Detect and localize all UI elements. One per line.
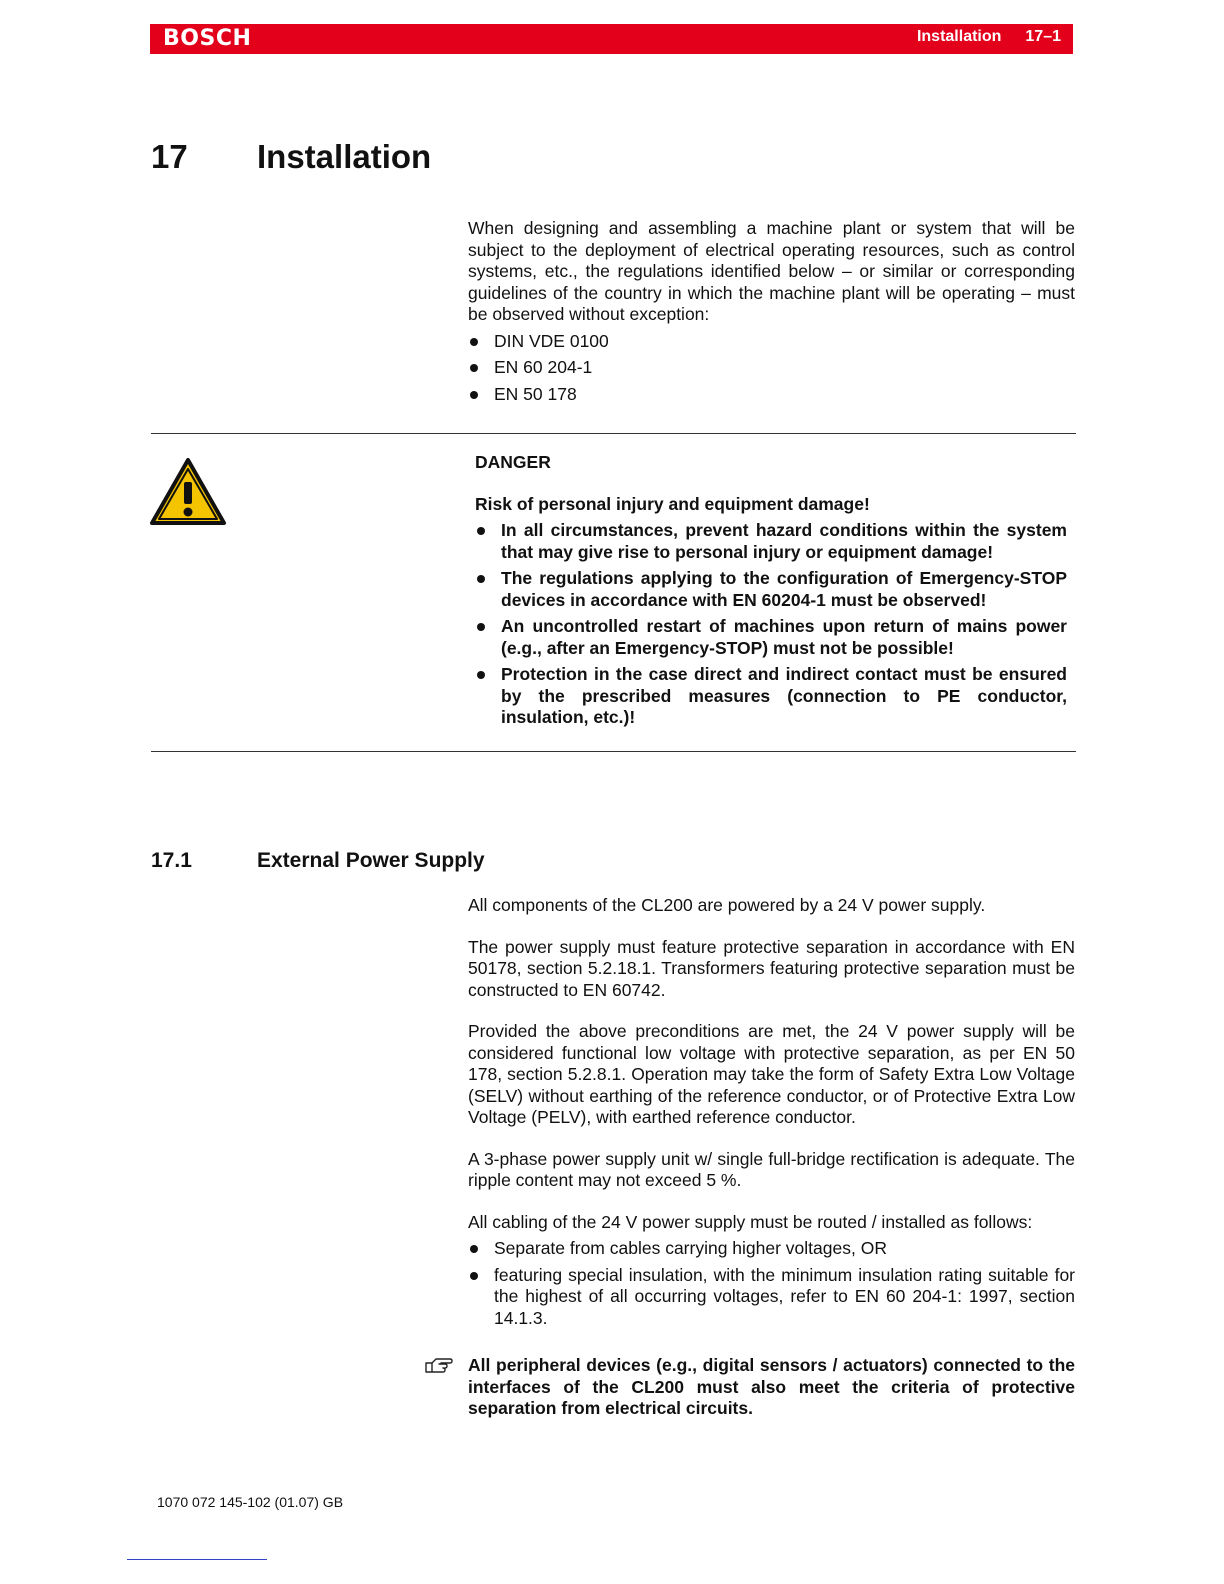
footer-link-underline [127,1559,267,1560]
list-item: featuring special insulation, with the minimum insulation rating suitable for the highest of all occurring voltages, refer to EN 60 204-1: 1997, section 14.1.3. [468,1265,1075,1330]
danger-top-rule [151,433,1076,434]
cabling-list [468,1238,1075,1329]
page-number: 17–1 [1025,28,1061,45]
paragraph: The power supply must feature protective separation in accordance with EN 50178, section 5.2.18.1. Transformers featuring protective separation must be constructed to EN 60742. [468,936,1075,1000]
running-head [917,28,1061,46]
intro-block [468,218,1075,410]
list-item: In all circumstances, prevent hazard conditions within the system that may give rise to personal injury or equipment damage! [475,520,1067,563]
bosch-logo: BOSCH [163,26,252,51]
paragraph: Provided the above preconditions are met, the 24 V power supply will be considered functional low voltage with protective separation, as per EN 50 178, section 5.2.8.1. Operation may take the form of Safety Extra Low Voltage (SELV) without earthing of the reference conductor, or of Protective Extra Low Voltage (PELV), with earthed reference conductor. [468,1021,1075,1127]
list-item: The regulations applying to the configuration of Emergency-STOP devices in accordance with EN 60204-1 must be observed! [475,568,1067,611]
list-item: Protection in the case direct and indirect contact must be ensured by the prescribed measures (connection to PE conductor, insulation, etc.)! [475,664,1067,729]
footer-doc-number: 1070 072 145-102 (01.07) GB [157,1494,344,1510]
section-title: External Power Supply [257,849,485,872]
list-item: EN 50 178 [468,384,1075,406]
running-head-section: Installation [916,28,1002,45]
list-item: EN 60 204-1 [468,357,1075,379]
intro-paragraph: When designing and assembling a machine plant or system that will be subject to the deployment of electrical operating resources, such as control systems, etc., the regulations identified below – or similar or corresponding guidelines of the country in which the machine plant will be operating – must be observed without exception: [468,218,1075,324]
standards-list [468,331,1075,406]
warning-triangle-icon [149,457,227,527]
list-item: An uncontrolled restart of machines upon return of mains power (e.g., after an Emergency-STOP) must not be possible! [475,616,1067,659]
chapter-title: Installation [257,138,432,175]
danger-bottom-rule [151,751,1076,752]
chapter-number: 17 [151,138,188,175]
section-number: 17.1 [151,849,192,872]
list-item: Separate from cables carrying higher voltages, OR [468,1238,1075,1260]
header-bar [150,24,1073,54]
danger-headline: Risk of personal injury and equipment damage! [475,493,870,514]
danger-notice [475,452,1067,734]
pointing-hand-icon [424,1355,454,1375]
danger-label: DANGER [475,452,551,472]
note-text: All peripheral devices (e.g., digital sensors / actuators) connected to the interfaces of the CL200 must also meet the criteria of protective separation from electrical circuits. [468,1355,1075,1418]
paragraph: All components of the CL200 are powered by a 24 V power supply. [468,895,986,915]
paragraph: A 3-phase power supply unit w/ single full-bridge rectification is adequate. The ripple content may not exceed 5 %. [468,1148,1075,1190]
section-body [468,895,1075,1334]
danger-list [475,520,1067,729]
list-item: DIN VDE 0100 [468,331,1075,353]
paragraph: All cabling of the 24 V power supply must be routed / installed as follows: [468,1211,1033,1232]
